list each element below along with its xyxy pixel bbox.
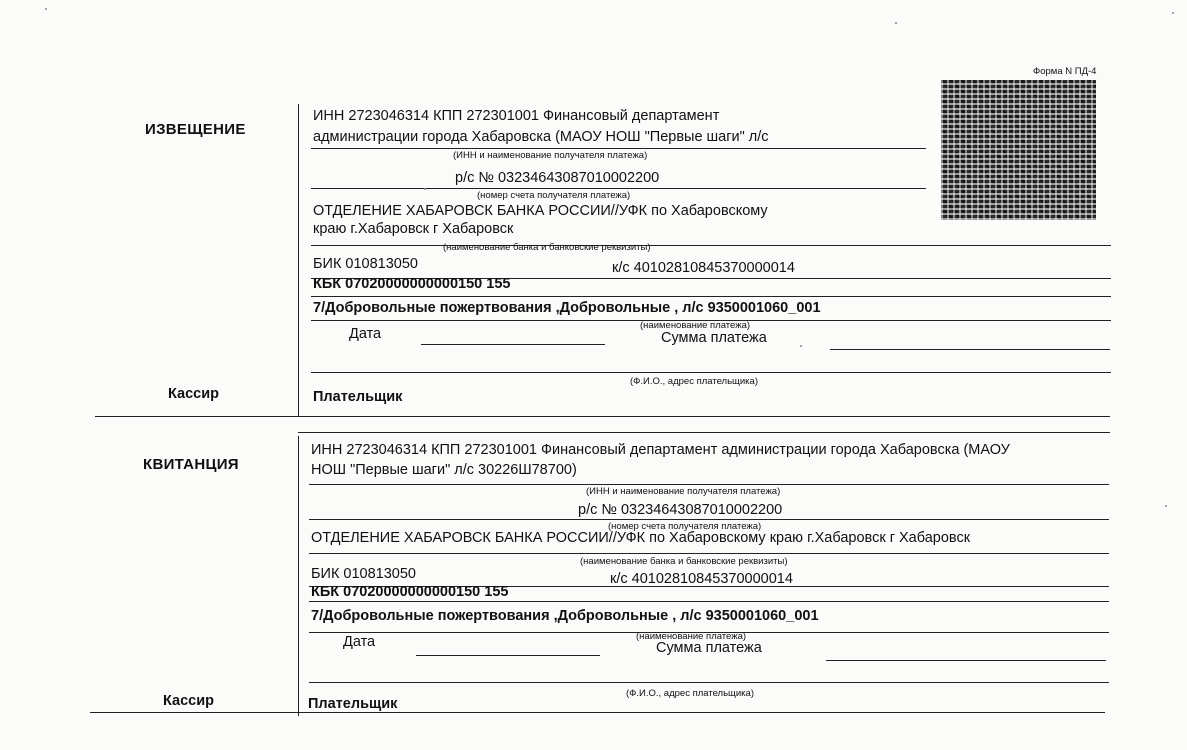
receipt-sum-label: Сумма платежа bbox=[656, 640, 762, 656]
receipt-recipient-line2: НОШ "Первые шаги" л/с 30226Ш78700) bbox=[311, 462, 577, 478]
notice-heading: ИЗВЕЩЕНИЕ bbox=[145, 121, 246, 138]
receipt-ks: к/с 40102810845370000014 bbox=[610, 571, 793, 587]
receipt-recipient-line1: ИНН 2723046314 КПП 272301001 Финансовый департамент администрации города Хабаровска (МАОУ bbox=[311, 442, 1010, 458]
receipt-account-caption: (номер счета получателя платежа) bbox=[608, 521, 762, 532]
section-divider-bottom bbox=[298, 436, 299, 716]
qr-code-icon bbox=[941, 80, 1096, 220]
receipt-cashier-label: Кассир bbox=[163, 693, 214, 709]
notice-purpose: 7/Добровольные пожертвования ,Добровольные , л/с 9350001060_001 bbox=[313, 300, 821, 316]
receipt-payer-label: Плательщик bbox=[308, 696, 398, 712]
notice-account: р/с № 03234643087010002200 bbox=[455, 170, 660, 186]
notice-bik: БИК 010813050 bbox=[313, 256, 418, 272]
notice-payer-label: Плательщик bbox=[313, 389, 403, 405]
notice-sum-field[interactable] bbox=[830, 349, 1110, 350]
scan-speck bbox=[1165, 505, 1167, 507]
notice-date-field[interactable] bbox=[421, 344, 605, 345]
section-divider-top bbox=[298, 104, 299, 417]
receipt-account-rule bbox=[309, 519, 1109, 520]
notice-kbk: КБК 07020000000000150 155 bbox=[313, 276, 511, 292]
notice-ks: к/с 40102810845370000014 bbox=[612, 260, 795, 276]
receipt-heading: КВИТАНЦИЯ bbox=[143, 456, 239, 473]
scan-speck bbox=[895, 22, 897, 24]
notice-kbk-rule bbox=[311, 296, 1111, 297]
notice-payer-caption: (Ф.И.О., адрес плательщика) bbox=[630, 376, 758, 387]
notice-account-rule bbox=[311, 188, 926, 189]
receipt-bank-rule bbox=[309, 553, 1109, 554]
notice-recipient-caption: (ИНН и наименование получателя платежа) bbox=[453, 150, 648, 161]
scan-speck bbox=[1172, 12, 1174, 14]
receipt-account: р/с № 03234643087010002200 bbox=[578, 502, 783, 518]
form-label: Форма N ПД-4 bbox=[1033, 66, 1097, 77]
receipt-date-label: Дата bbox=[343, 634, 376, 650]
notice-date-label: Дата bbox=[349, 326, 382, 342]
notice-cashier-label: Кассир bbox=[168, 386, 219, 402]
notice-bank-line1: ОТДЕЛЕНИЕ ХАБАРОВСК БАНКА РОССИИ//УФК по Хабаровскому bbox=[313, 203, 768, 219]
notice-account-caption: (номер счета получателя платежа) bbox=[477, 190, 631, 201]
notice-payer-field[interactable] bbox=[311, 372, 1111, 373]
receipt-recipient-caption: (ИНН и наименование получателя платежа) bbox=[586, 486, 781, 497]
receipt-kbk-rule bbox=[309, 601, 1109, 602]
receipt-purpose-caption: (наименование платежа) bbox=[636, 631, 747, 642]
bottom-separator bbox=[90, 712, 1105, 713]
receipt-purpose: 7/Добровольные пожертвования ,Добровольные , л/с 9350001060_001 bbox=[311, 608, 819, 624]
scan-speck bbox=[424, 188, 426, 190]
notice-bank-caption: (наименование банка и банковские реквизиты) bbox=[443, 242, 651, 253]
receipt-sum-field[interactable] bbox=[826, 660, 1106, 661]
scan-speck bbox=[45, 8, 47, 10]
receipt-top-rule bbox=[298, 432, 1110, 433]
receipt-bank-line1: ОТДЕЛЕНИЕ ХАБАРОВСК БАНКА РОССИИ//УФК по Хабаровскому краю г.Хабаровск г Хабаровск bbox=[311, 530, 971, 546]
receipt-bank-caption: (наименование банка и банковские реквизиты) bbox=[580, 556, 788, 567]
section-separator bbox=[95, 416, 1110, 417]
notice-purpose-caption: (наименование платежа) bbox=[640, 320, 751, 331]
receipt-kbk: КБК 07020000000000150 155 bbox=[311, 584, 509, 600]
scan-speck bbox=[800, 345, 802, 347]
notice-bank-line2: краю г.Хабаровск г Хабаровск bbox=[313, 221, 514, 237]
receipt-recipient-rule bbox=[309, 484, 1109, 485]
receipt-bik: БИК 010813050 bbox=[311, 566, 416, 582]
receipt-payer-field[interactable] bbox=[309, 682, 1109, 683]
notice-recipient-rule bbox=[311, 148, 926, 149]
notice-bank-rule bbox=[311, 245, 1111, 246]
receipt-date-field[interactable] bbox=[416, 655, 600, 656]
notice-recipient-line1: ИНН 2723046314 КПП 272301001 Финансовый департамент bbox=[313, 108, 720, 124]
notice-recipient-line2: администрации города Хабаровска (МАОУ НОШ "Первые шаги" л/с bbox=[313, 129, 769, 145]
receipt-payer-caption: (Ф.И.О., адрес плательщика) bbox=[626, 688, 754, 699]
notice-sum-label: Сумма платежа bbox=[661, 330, 767, 346]
